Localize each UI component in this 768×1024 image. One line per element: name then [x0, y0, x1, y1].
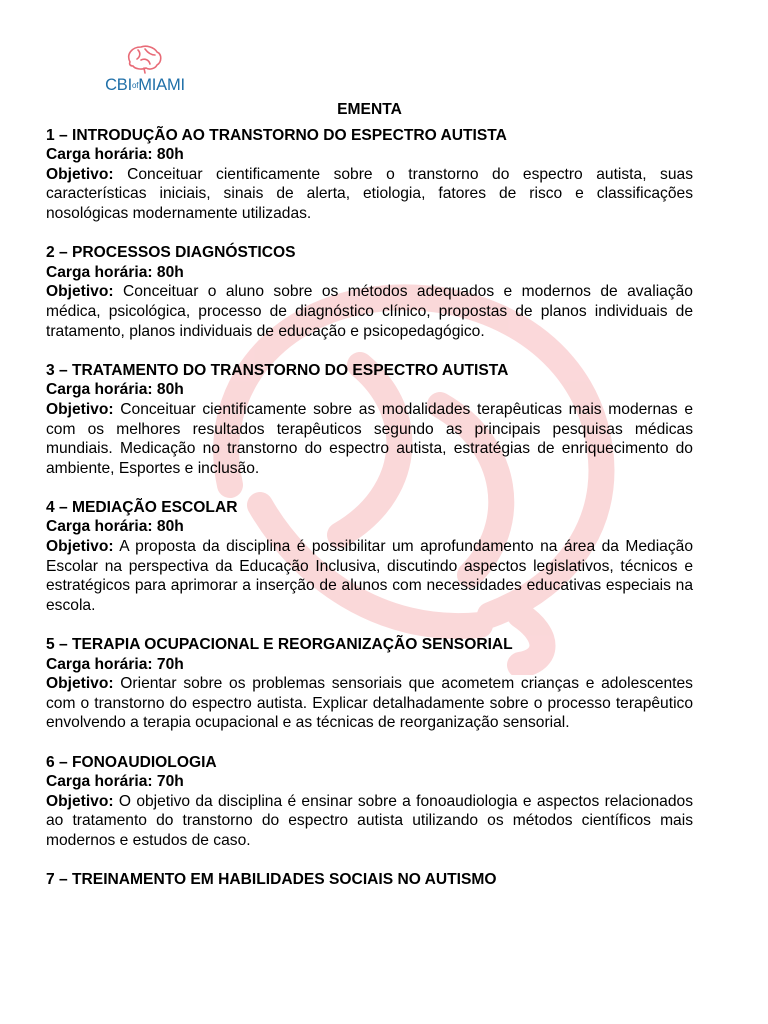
course-section-7 — [46, 870, 693, 890]
objective-text: Conceituar o aluno sobre os métodos adequados e modernos de avaliação médica, psicológica, processo de diagnóstico clínico, propostas de planos individuais de tratamento, planos individuais de educação e psicopedagógico. — [46, 283, 693, 340]
course-section-6 — [46, 753, 693, 851]
section-hours: Carga horária: 80h — [46, 381, 184, 399]
page-title: EMENTA — [337, 101, 402, 118]
section-heading: 2 – PROCESSOS DIAGNÓSTICOS — [46, 244, 296, 262]
course-section-2 — [46, 243, 693, 341]
ementa-document — [46, 100, 693, 890]
section-heading: 4 – MEDIAÇÃO ESCOLAR — [46, 498, 238, 516]
section-objective — [46, 537, 693, 615]
section-hours: Carga horária: 80h — [46, 518, 184, 536]
section-objective — [46, 792, 693, 851]
section-heading: 5 – TERAPIA OCUPACIONAL E REORGANIZAÇÃO SENSORIAL — [46, 636, 513, 654]
objective-label: Objetivo: — [46, 165, 114, 183]
section-objective — [46, 400, 693, 478]
section-heading: 7 – TREINAMENTO EM HABILIDADES SOCIAIS NO AUTISMO — [46, 871, 497, 889]
cbi-of-miami-logo — [100, 44, 190, 96]
brain-logo-icon — [124, 44, 164, 74]
objective-text: Conceituar cientificamente sobre as modalidades terapêuticas mais modernas e com os melhores resultados terapêuticos segundo as principais pesquisas médicas mundiais. Medicação no transtorno do espectro autista, estratégias de enriquecimento do ambiente, Esportes e inclusão. — [46, 400, 693, 477]
course-section-3 — [46, 361, 693, 479]
objective-label: Objetivo: — [46, 675, 114, 693]
objective-label: Objetivo: — [46, 283, 114, 301]
section-heading: 6 – FONOAUDIOLOGIA — [46, 753, 217, 771]
objective-text: Conceituar cientificamente sobre o transtorno do espectro autista, suas características iniciais, sinais de alerta, etiologia, fatores de risco e classificações nosológicas modernamente utilizadas. — [46, 165, 693, 222]
course-section-5 — [46, 635, 693, 733]
objective-text: O objetivo da disciplina é ensinar sobre a fonoaudiologia e aspectos relacionados ao tratamento do transtorno do espectro autista utilizando os métodos científicos mais modernos e estudos de caso. — [46, 792, 693, 849]
section-hours: Carga horária: 80h — [46, 146, 184, 164]
section-heading: 1 – INTRODUÇÃO AO TRANSTORNO DO ESPECTRO AUTISTA — [46, 126, 507, 144]
course-section-4 — [46, 498, 693, 616]
section-objective — [46, 165, 693, 224]
section-hours: Carga horária: 70h — [46, 655, 184, 673]
objective-label: Objetivo: — [46, 538, 114, 556]
objective-text: Orientar sobre os problemas sensoriais que acometem crianças e adolescentes com o transtorno do espectro autista. Explicar detalhadamente sobre o processo terapêutico envolvendo a terapia ocupacional e as técnicas de reorganização sensorial. — [46, 675, 693, 732]
objective-text: A proposta da disciplina é possibilitar um aprofundamento na área da Mediação Escolar na perspectiva da Educação Inclusiva, discutindo aspectos legislativos, técnicos e estratégicos para aprimorar a inserção de alunos com necessidades educativas especiais na escola. — [46, 538, 693, 614]
section-heading: 3 – TRATAMENTO DO TRANSTORNO DO ESPECTRO AUTISTA — [46, 361, 509, 379]
section-hours: Carga horária: 70h — [46, 773, 184, 791]
section-objective — [46, 282, 693, 341]
course-section-1 — [46, 126, 693, 224]
objective-label: Objetivo: — [46, 792, 114, 810]
logo-wordmark: CBIofMIAMI — [105, 76, 185, 94]
section-objective — [46, 674, 693, 733]
objective-label: Objetivo: — [46, 400, 114, 418]
section-hours: Carga horária: 80h — [46, 263, 184, 281]
